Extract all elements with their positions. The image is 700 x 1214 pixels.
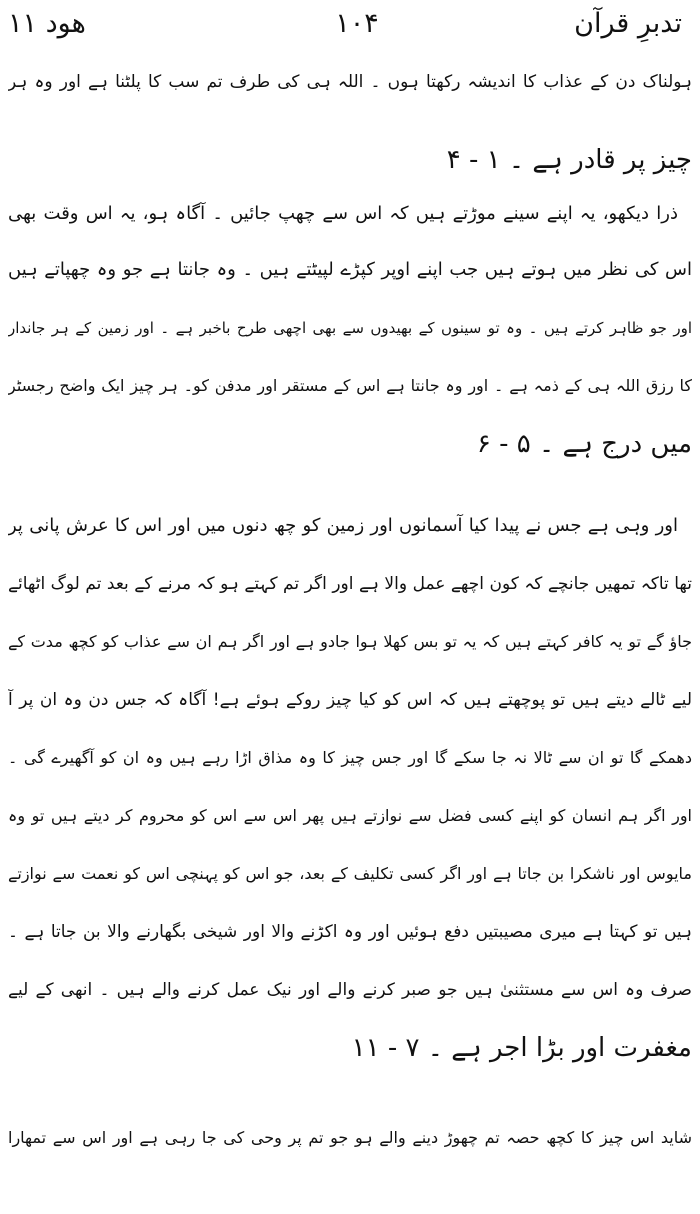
text-line: ہیں تو کہتا ہے میری مصیبتیں دفع ہوئیں اور وہ اکڑنے والا اور شیخی بگھارنے والا بن جاتا ہے ۔	[8, 922, 692, 942]
text-line: مغفرت اور بڑا اجر ہے ۔ ۷ - ۱۱	[351, 1033, 692, 1063]
text-line: چیز پر قادر ہے ۔ ۱ - ۴	[446, 145, 692, 175]
text-line: اس کی نظر میں ہوتے ہیں جب اپنے اوپر کپڑے لپیٹتے ہیں ۔ وہ جانتا ہے جو وہ چھپاتے ہیں	[8, 259, 692, 280]
text-line: دھمکے گا تو ان سے ٹالا نہ جا سکے گا اور جس چیز کا وہ مذاق اڑا رہے ہیں وہ ان کو آگھیرے گی ۔	[8, 748, 692, 767]
book-title: تدبرِ قرآن	[574, 8, 682, 39]
text-line: اور اگر ہم انسان کو اپنے کسی فضل سے نوازتے ہیں پھر اس سے اس کو محروم کر دیتے ہیں تو وہ	[8, 806, 692, 825]
text-line: صرف وہ اس سے مستثنیٰ ہیں جو صبر کرنے والے اور نیک عمل کرنے والے ہیں ۔ انھی کے لیے	[8, 980, 692, 1000]
text-line: تھا تاکہ تمھیں جانچے کہ کون اچھے عمل والا ہے اور اگر تم کہتے ہو کہ مرنے کے بعد تم لوگ اٹھائے	[8, 574, 692, 594]
text-line: اور جو ظاہر کرتے ہیں ۔ وہ تو سینوں کے بھیدوں سے بھی اچھی طرح باخبر ہے ۔ اور زمین کے ہر جاندار	[8, 319, 692, 337]
page-number: ۱۰۴	[335, 8, 379, 39]
text-line: مایوس اور ناشکرا بن جاتا ہے اور اگر کسی تکلیف کے بعد، جو اس کو پہنچی اس کو نعمت سے نوازتے	[8, 864, 692, 883]
surah-reference: ھود ۱۱	[8, 8, 86, 39]
text-line: شاید اس چیز کا کچھ حصہ تم چھوڑ دینے والے ہو جو تم پر وحی کی جا رہی ہے اور اس سے تمھارا	[8, 1128, 692, 1147]
text-line: جاؤ گے تو یہ کافر کہتے ہیں کہ یہ تو بس کھلا ہوا جادو ہے اور اگر ہم ان سے عذاب کو کچھ مدت کے	[8, 632, 692, 651]
text-line: ذرا دیکھو، یہ اپنے سینے موڑتے ہیں کہ اس سے چھپ جائیں ۔ آگاہ ہو، یہ اس وقت بھی	[8, 203, 678, 224]
text-line: میں درج ہے ۔ ۵ - ۶	[476, 429, 692, 459]
text-line: لیے ٹالے دیتے ہیں تو پوچھتے ہیں کہ اس کو کیا چیز روکے ہوئے ہے! آگاہ کہ جس دن وہ ان پر آ	[8, 690, 692, 710]
text-line: ہولناک دن کے عذاب کا اندیشہ رکھتا ہوں ۔ اللہ ہی کی طرف تم سب کا پلٹنا ہے اور وہ ہر	[8, 72, 692, 92]
text-line: اور وہی ہے جس نے پیدا کیا آسمانوں اور زمین کو چھ دنوں میں اور اس کا عرش پانی پر	[8, 515, 678, 536]
text-line: کا رزق اللہ ہی کے ذمہ ہے ۔ اور وہ جانتا ہے اس کے مستقر اور مدفن کو۔ ہر چیز ایک واضح رجسٹر	[8, 376, 692, 395]
